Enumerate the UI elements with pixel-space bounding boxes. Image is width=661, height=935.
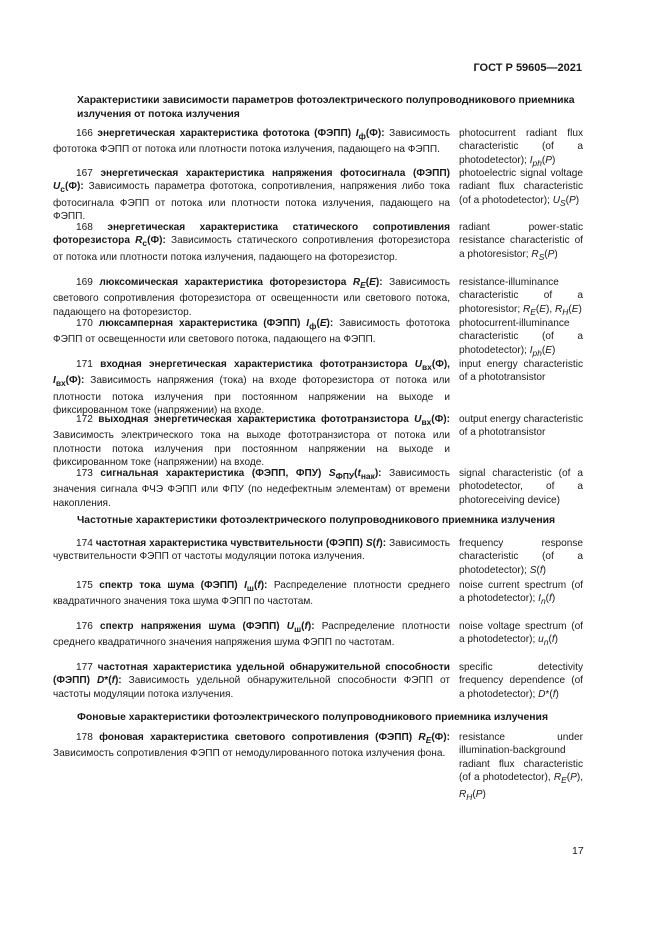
term-number: 168 [76,222,93,233]
term-english: photocurrent-illuminance characteristic (of a photodetector); $I_{ph}(E)$ [459,318,583,358]
term-definition-ru [53,317,450,347]
term-definition: Зависимость напряжения (тока) на входе фоторезистора от потока или плотности потока излучения при постоянном напряжении на выходе и фиксированном токе (напряжении) на входе. [53,375,450,417]
term-definition-ru [53,221,450,264]
standard-designation: ГОСТ Р 59605—2021 [473,62,582,74]
term-definition: Зависимость удельной обнаружительной способности ФЭПП от частоты модуляции потока излучения. [53,675,451,700]
term-english: photocurrent radiant flux characteristic (of a photodetector); $I_{ph}(P)$ [459,128,583,168]
term-number: 167 [76,168,93,179]
term-definition-ru [53,167,450,224]
term-definition-ru [53,537,450,564]
term-definition-ru [53,127,450,157]
term-name: люксомическая характеристика фоторезистора $R_E(E)$: [99,277,383,291]
term-definition: Зависимость электрического тока на выходе фототранзистора от потока или плотности потока излучения при постоянном напряжении на выходе и фиксированном токе (напряжении) на входе. [53,430,450,469]
term-definition: Распределение плотности среднего квадратичного значения тока шума ФЭПП по частотам. [53,580,450,608]
term-english: output energy characteristic of a phototransistor [459,414,583,439]
term-english: radiant power-static resistance characteristic of a photoresistor; $R_S(P)$ [459,222,583,262]
term-number: 171 [76,359,93,370]
term-number: 176 [76,621,93,632]
term-definition: Зависимость статического сопротивления фоторезистора от потока или плотности потока излучения, падающего на фоторезистор. [53,235,450,263]
term-number: 170 [76,318,93,329]
term-english: photoelectric signal voltage radiant flux characteristic (of a photodetector); $U_S(P)$ [459,168,583,208]
term-name: входная энергетическая характеристика фототранзистора $U_{вх}(Ф)$, $I_{вх}(Ф)$: [53,359,450,389]
term-definition: Зависимость фототока ФЭПП от освещенности или светового потока, падающего на ФЭПП. [53,318,450,346]
term-english: noise voltage spectrum (of a photodetector); $u_n(f)$ [459,621,583,648]
term-name: люксамперная характеристика (ФЭПП) $I_ф(E)$: [98,318,334,332]
term-number: 174 [76,538,93,549]
term-definition-ru [53,661,450,701]
term-english: resistance-illuminance characteristic of a photoresistor; $R_E(E)$, $R_H(E)$ [459,277,583,317]
term-name: частотная характеристика чувствительности (ФЭПП) S(f): [95,538,387,549]
term-number: 178 [76,732,93,743]
term-number: 175 [76,580,93,591]
term-name: сигнальная характеристика (ФЭПП, ФПУ) $S_{ФПУ}(t_{нак})$: [100,468,382,482]
term-definition: Зависимость фототока ФЭПП от потока или плотности потока излучения, падающего на ФЭПП. [53,128,450,156]
section-title-flux: Характеристики зависимости параметров фотоэлектрического полупроводникового приемника излучения от потока излучения [77,95,575,120]
term-definition-ru [53,579,450,609]
term-number: 177 [76,662,93,673]
term-number: 173 [76,468,93,479]
term-name: фоновая характеристика светового сопротивления (ФЭПП) $R_E(Ф)$: [99,732,451,746]
term-english: resistance under illumination-background radiant flux characteristic (of a photodetector), $R_E(P)$, $R_H(P)$ [459,732,583,802]
term-definition: Зависимость параметра фототока, сопротивления, напряжения либо тока фотосигнала ФЭПП от потока или плотности потока излучения, падающего на ФЭПП. [53,181,450,223]
term-name: энергетическая характеристика статического сопротивления фоторезистора $R_c(Ф)$: [53,222,450,249]
term-definition: Зависимость сопротивления ФЭПП от немодулированного потока излучения фона. [53,748,446,760]
term-english: frequency response characteristic (of a photodetector); S(f) [459,538,583,576]
term-english: signal characteristic (of a photodetector, of a photoreceiving device) [459,468,583,506]
section-title-background: Фоновые характеристики фотоэлектрического полупроводникового приемника излучения [77,712,549,723]
term-definition: Распределение плотности среднего квадратичного значения напряжения шума ФЭПП по частотам. [53,621,450,649]
term-english: input energy characteristic of a phototransistor [459,359,583,384]
term-definition-ru [53,467,450,510]
term-definition: Зависимость светового сопротивления фоторезистора от освещенности или светового потока, падающего на фоторезистор. [53,277,450,318]
term-name: энергетическая характеристика фототока (ФЭПП) $I_ф(Ф)$: [97,128,385,142]
term-definition-ru [53,620,450,650]
term-definition-ru [53,358,450,418]
term-name: частотная характеристика удельной обнаружительной способности (ФЭПП) D*(f): [53,662,450,687]
term-number: 169 [76,277,93,288]
term-name: энергетическая характеристика напряжения фотосигнала (ФЭПП) $U_c(Ф)$: [53,168,450,195]
term-number: 166 [76,128,93,139]
term-english: noise current spectrum (of a photodetector); $I_n(f)$ [459,580,583,607]
page-number: 17 [572,845,584,857]
term-name: спектр напряжения шума (ФЭПП) $U_ш(f)$: [100,621,315,635]
term-name: выходная энергетическая характеристика фототранзистора $U_{вх}(Ф)$: [98,414,450,428]
term-definition: Зависимость чувствительности ФЭПП от частоты модуляции потока излучения. [53,538,450,563]
term-definition: Зависимость значения сигнала ФЧЭ ФЭПП или ФПУ (по недефектным элементам) от времени накопления. [53,468,450,509]
term-name: спектр тока шума (ФЭПП) $I_ш(f)$: [99,580,268,594]
section-title-frequency: Частотные характеристики фотоэлектрического полупроводникового приемника излучения [77,515,556,526]
term-definition-ru [53,731,450,761]
term-english: specific detectivity frequency dependence (of a photodetector); D*(f) [459,662,583,700]
term-definition-ru [53,276,450,319]
term-definition-ru [53,413,450,470]
term-number: 172 [76,414,93,425]
